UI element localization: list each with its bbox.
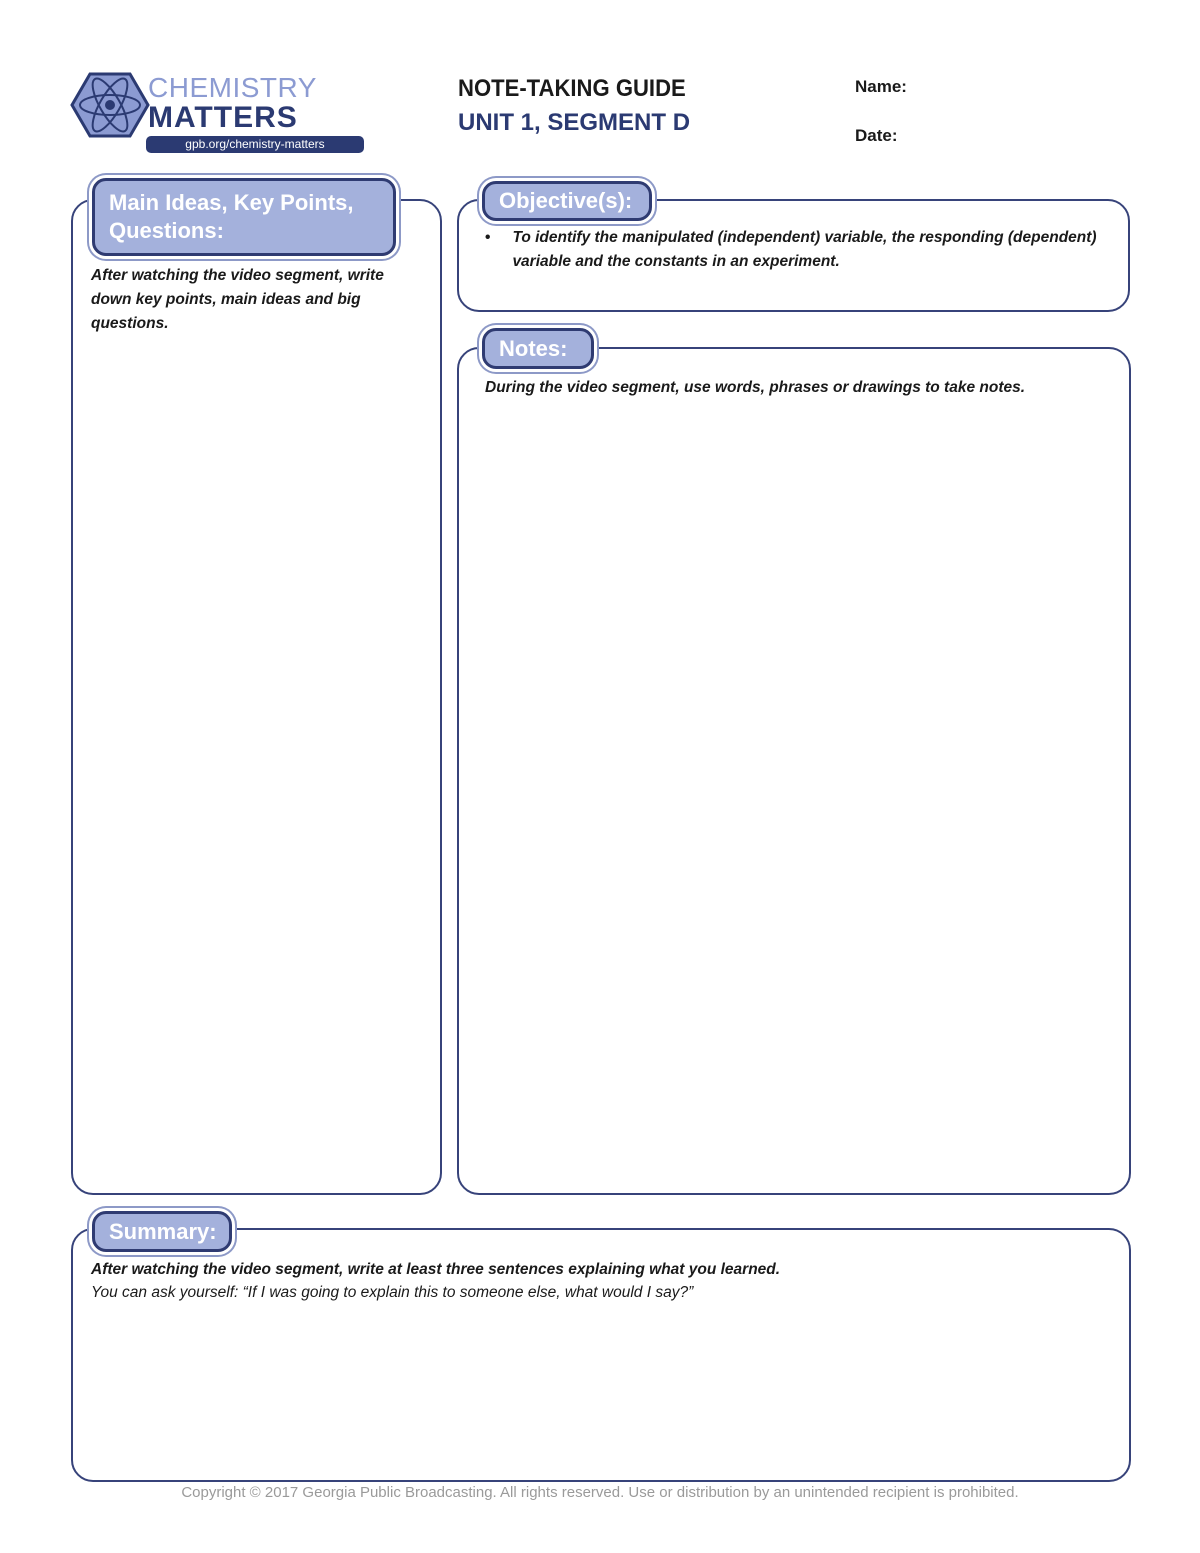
main-ideas-tab-line1: Main Ideas, Key Points, xyxy=(109,190,354,215)
notes-tab-label: Notes: xyxy=(499,335,568,361)
main-ideas-tab-line2: Questions: xyxy=(109,218,224,243)
objectives-tab xyxy=(482,181,652,221)
objectives-list xyxy=(485,226,1105,274)
name-label: Name: xyxy=(855,77,907,96)
page-title: NOTE-TAKING GUIDE xyxy=(458,75,686,102)
summary-instructions xyxy=(91,1258,1111,1304)
logo-word-chemistry: CHEMISTRY xyxy=(148,72,317,103)
notes-instructions: During the video segment, use words, phrases or drawings to take notes. xyxy=(485,379,1026,396)
objective-item: To identify the manipulated (independent) variable, the responding (dependent) variable and the constants in an experiment. xyxy=(512,229,1097,270)
atom-hexagon-icon xyxy=(70,72,150,138)
notes-panel[interactable] xyxy=(457,347,1131,1195)
bullet-icon: • xyxy=(485,229,491,246)
logo-url: gpb.org/chemistry-matters xyxy=(146,136,364,153)
notes-tab xyxy=(482,328,594,369)
logo-word-matters: MATTERS xyxy=(148,101,298,134)
summary-instructions-line1: After watching the video segment, write at least three sentences explaining what you learned. xyxy=(91,1261,781,1278)
main-ideas-tab xyxy=(92,178,396,256)
summary-instructions-line2: You can ask yourself: “If I was going to explain this to someone else, what would I say?” xyxy=(91,1284,694,1301)
chemistry-matters-logo xyxy=(70,70,370,156)
main-ideas-panel[interactable] xyxy=(71,199,442,1195)
date-label: Date: xyxy=(855,126,898,145)
date-field[interactable] xyxy=(910,121,1165,149)
summary-tab-label: Summary: xyxy=(109,1218,217,1244)
copyright-footer: Copyright © 2017 Georgia Public Broadcasting. All rights reserved. Use or distribution by an unintended recipient is prohibited. xyxy=(181,1484,1019,1501)
main-ideas-instructions: After watching the video segment, write down key points, main ideas and big questions. xyxy=(91,267,384,332)
page-subtitle: UNIT 1, SEGMENT D xyxy=(458,109,691,136)
name-field[interactable] xyxy=(915,72,1165,100)
summary-tab xyxy=(92,1211,232,1252)
objectives-tab-label: Objective(s): xyxy=(499,188,633,213)
